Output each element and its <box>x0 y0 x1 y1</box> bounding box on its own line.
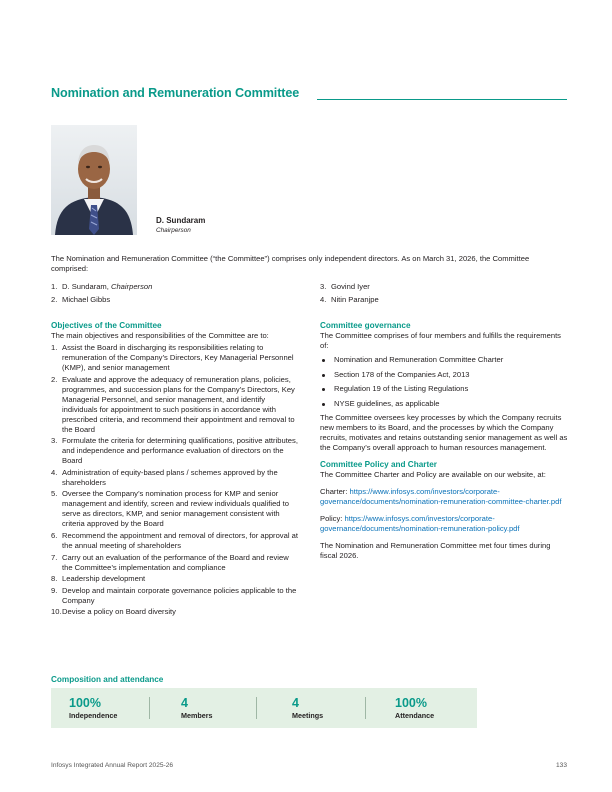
charter-link[interactable]: https://www.infosys.com/investors/corporate-governance/documents/nomination-remuneration-committee-charter.pdf <box>320 487 562 506</box>
composition-stats-panel <box>51 688 477 728</box>
composition-heading: Composition and attendance <box>51 675 164 684</box>
objective-item: 7. Carry out an evaluation of the performance of the Board and review the Committee’s implementation and compliance <box>51 552 289 572</box>
governance-item: Nomination and Remuneration Committee Charter <box>320 355 568 365</box>
objective-item: 1. Assist the Board in discharging its responsibilities relating to remuneration of the Company’s Directors, Key Managerial Personnel (KMP), and senior management <box>51 343 294 372</box>
stat-divider <box>365 697 366 719</box>
page-number: 133 <box>555 762 567 769</box>
governance-list <box>320 355 568 409</box>
objectives-intro: The main objectives and responsibilities of the Committee are to: <box>51 331 269 340</box>
stat-label: Meetings <box>292 711 324 720</box>
stat-attendance <box>395 696 434 721</box>
policy-intro: The Committee Charter and Policy are available on our website, at: <box>320 470 546 479</box>
objective-item: 9. Develop and maintain corporate governance policies applicable to the Company <box>51 585 297 605</box>
governance-intro: The Committee comprises of four members and fulfills the requirements of: <box>320 331 561 350</box>
charter-label: Charter: <box>320 487 350 496</box>
title-rule <box>317 99 567 100</box>
member-item: 2. Michael Gibbs <box>51 295 111 304</box>
policy-line <box>320 514 568 534</box>
governance-body: The Committee oversees key processes by which the Company recruits new members to its Board, and the processes by which the Company recruits, motivates and retains outstanding senior management as well as the Company’s overall approach to human resources management. <box>320 413 568 452</box>
footer-report-title: Infosys Integrated Annual Report 2025-26 <box>51 762 174 769</box>
objective-item: 2. Evaluate and approve the adequacy of remuneration plans, policies, programmes, and succession plans for the Company’s Directors, Key Managerial Personnel, and senior management, and identify individuals for appointment to such positions in accordance with prescribed criteria, and recommend their appointment and removal to the Board <box>51 374 295 434</box>
stat-meetings <box>292 696 323 721</box>
governance-heading: Committee governance <box>320 321 411 330</box>
stat-label: Attendance <box>395 711 435 720</box>
stat-divider <box>256 697 257 719</box>
policy-label: Policy: <box>320 514 345 523</box>
stat-label: Independence <box>69 711 118 720</box>
stat-value: 4 <box>181 696 188 710</box>
stat-divider <box>149 697 150 719</box>
objective-item: 8. Leadership development <box>51 574 146 584</box>
stat-value: 100% <box>69 696 101 710</box>
meetings-note: The Nomination and Remuneration Committee met four times during fiscal 2026. <box>320 541 551 560</box>
policy-heading: Committee Policy and Charter <box>320 460 437 469</box>
stat-members <box>181 696 213 721</box>
objectives-list <box>51 343 299 617</box>
charter-line <box>320 487 568 507</box>
policy-link[interactable]: https://www.infosys.com/investors/corporate-governance/documents/nomination-remuneration-policy.pdf <box>320 514 520 533</box>
objective-item: 10. Devise a policy on Board diversity <box>51 607 176 617</box>
objectives-section <box>51 320 299 619</box>
governance-item: Section 178 of the Companies Act, 2013 <box>320 370 568 380</box>
stat-independence <box>69 696 117 721</box>
objective-item: 4. Administration of equity-based plans / schemes approved by the shareholders <box>51 467 278 487</box>
stat-value: 100% <box>395 696 427 710</box>
member-item: 4. Nitin Paranjpe <box>320 295 379 304</box>
objective-item: 5. Oversee the Company’s nomination process for KMP and senior management and identify, screen and review individuals qualified to serve as directors, KMP, and senior management consistent with criteria approved by the Board <box>51 489 289 529</box>
chairperson-photo <box>51 125 137 235</box>
committee-intro: The Nomination and Remuneration Committee (“the Committee”) comprises only independent directors. As on March 31, 2026, the Committee comprised: <box>51 254 530 273</box>
chairperson-role: Chairperson <box>156 227 191 234</box>
governance-section <box>320 320 568 561</box>
objective-item: 3. Formulate the criteria for determining qualifications, positive attributes, and independence and performance evaluation of directors on the Board <box>51 436 298 466</box>
governance-item: NYSE guidelines, as applicable <box>320 399 568 409</box>
objectives-heading: Objectives of the Committee <box>51 321 162 330</box>
member-item: 1. D. Sundaram, Chairperson <box>51 282 153 291</box>
stat-value: 4 <box>292 696 299 710</box>
members-list-right <box>320 280 379 306</box>
governance-item: Regulation 19 of the Listing Regulations <box>320 384 568 394</box>
profile-caption <box>156 216 205 235</box>
member-item: 3. Govind Iyer <box>320 282 370 291</box>
members-list-left <box>51 280 152 306</box>
chairperson-name: D. Sundaram <box>156 216 206 225</box>
page-title: Nomination and Remuneration Committee <box>51 86 300 100</box>
stat-label: Members <box>181 711 213 720</box>
objective-item: 6. Recommend the appointment and removal of directors, for approval at the annual meeting of shareholders <box>51 530 298 550</box>
